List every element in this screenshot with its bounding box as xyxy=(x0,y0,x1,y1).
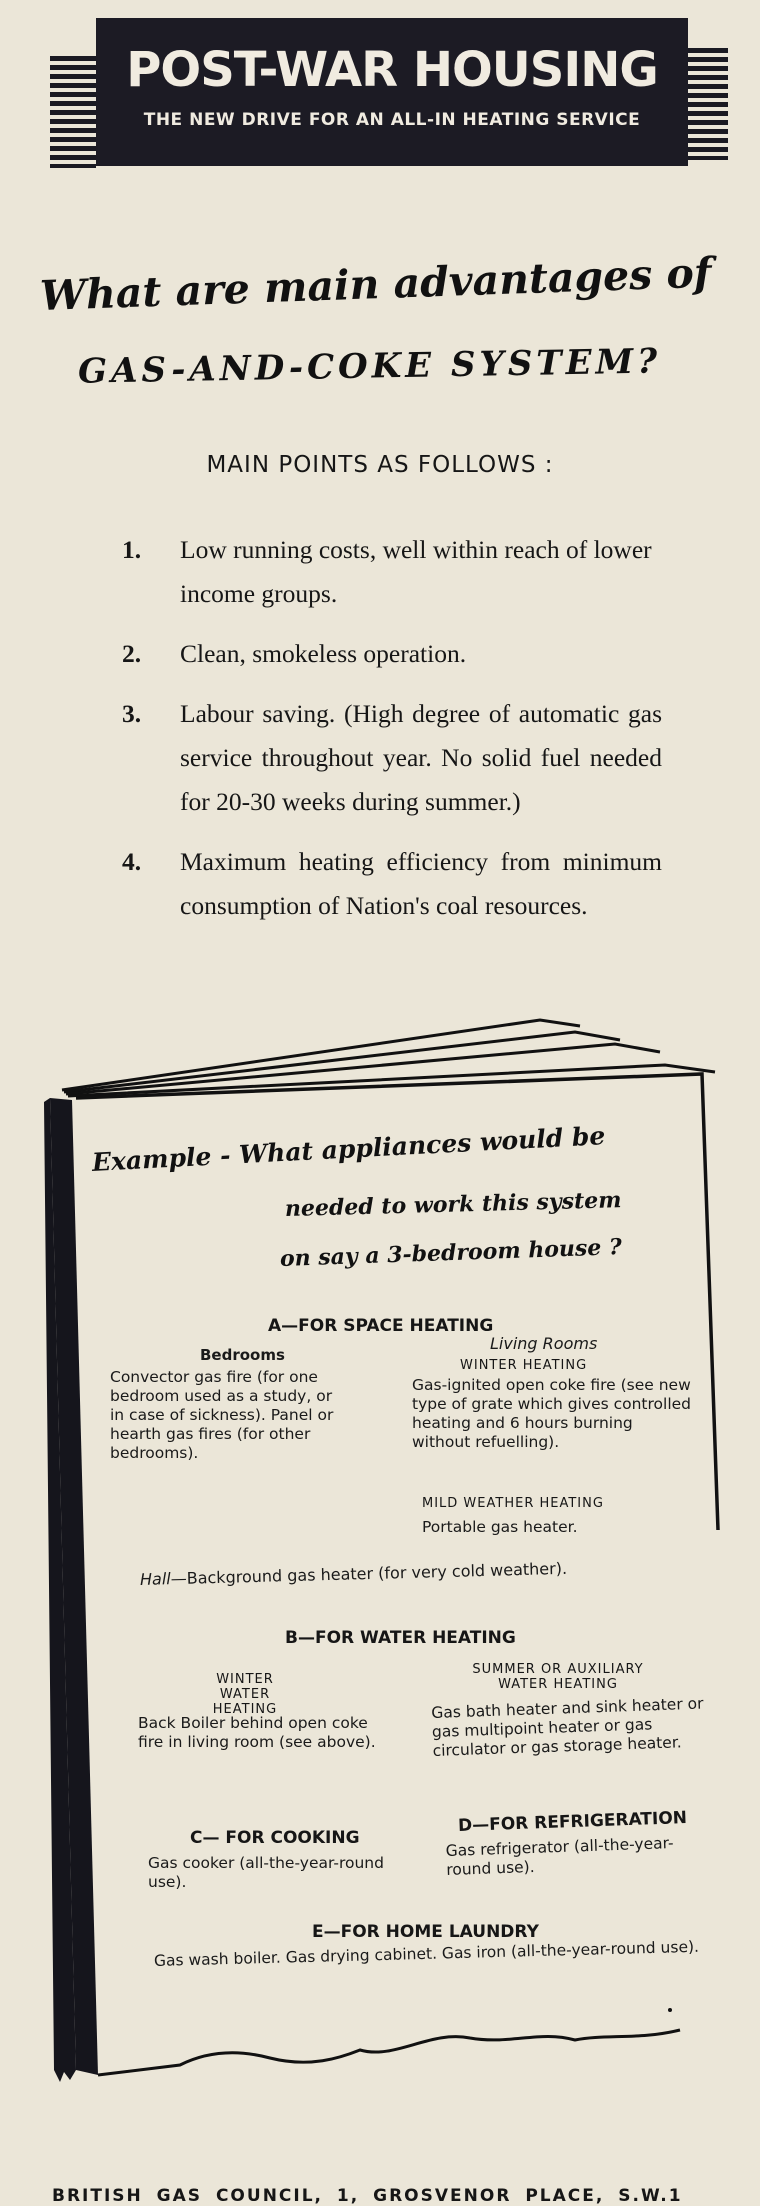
bedrooms-text: Convector gas fire (for one bedroom used as a study, or in case of sickness). Panel or hearth gas fires (for other bedrooms). xyxy=(110,1368,334,1462)
point-number: 4. xyxy=(122,847,142,876)
example-line-2: needed to work this system xyxy=(284,1187,622,1222)
winter-heating-text: Gas-ignited open coke fire (see new type of grate which gives controlled heating and 6 hours burning without refuelling). xyxy=(412,1376,692,1451)
point-text: Clean, smokeless operation. xyxy=(180,639,467,668)
cooking-text: Gas cooker (all-the-year-round use). xyxy=(148,1854,384,1891)
summer-water-label: SUMMER OR AUXILIARY WATER HEATING xyxy=(472,1662,644,1692)
home-laundry-heading: E—FOR HOME LAUNDRY xyxy=(312,1922,539,1942)
banner-subtitle: THE NEW DRIVE FOR AN ALL-IN HEATING SERVICE xyxy=(143,110,641,130)
headline-line-2: GAS-AND-COKE SYSTEM? xyxy=(77,341,662,392)
winter-water-text: Back Boiler behind open coke fire in living room (see above). xyxy=(138,1714,376,1751)
booklet-illustration xyxy=(40,1010,730,2095)
mild-weather-text: Portable gas heater. xyxy=(422,1518,578,1536)
list-item xyxy=(122,692,662,824)
home-laundry-text: Gas wash boiler. Gas drying cabinet. Gas iron (all-the-year-round use). xyxy=(153,1937,700,1970)
points-list xyxy=(122,528,662,944)
winter-heating-label: WINTER HEATING xyxy=(460,1358,588,1373)
title-banner xyxy=(96,18,688,166)
ribbon-left-decoration xyxy=(50,56,96,168)
living-rooms-label: Living Rooms xyxy=(490,1334,598,1353)
bedrooms-label: Bedrooms xyxy=(200,1346,285,1364)
refrigeration-heading: D—FOR REFRIGERATION xyxy=(457,1808,688,1836)
list-item xyxy=(122,528,662,616)
point-text: Low running costs, well within reach of lower income groups. xyxy=(180,535,652,608)
space-heating-heading: A—FOR SPACE HEATING xyxy=(268,1316,494,1336)
mild-weather-label: MILD WEATHER HEATING xyxy=(422,1496,604,1511)
refrigeration-text: Gas refrigerator (all-the-year-round use). xyxy=(445,1834,674,1879)
list-item xyxy=(122,632,662,676)
water-heating-heading: B—FOR WATER HEATING xyxy=(285,1628,516,1648)
point-text: Maximum heating efficiency from minimum consumption of Nation's coal resources. xyxy=(180,847,662,920)
point-text: Labour saving. (High degree of automatic gas service throughout year. No solid fuel needed for 20-30 weeks during summer.) xyxy=(180,699,662,816)
hall-description: —Background gas heater (for very cold weather). xyxy=(170,1558,568,1589)
hall-label: Hall xyxy=(139,1569,171,1589)
winter-water-label: WINTER WATER HEATING xyxy=(212,1672,278,1717)
example-line-1: Example - What appliances would be xyxy=(91,1121,606,1177)
header-banner xyxy=(50,18,728,188)
footer-address: BRITISH GAS COUNCIL, 1, GROSVENOR PLACE, S.W.1 xyxy=(52,2186,683,2206)
cooking-heading: C— FOR COOKING xyxy=(190,1828,360,1848)
headline xyxy=(39,248,730,392)
banner-title: POST-WAR HOUSING xyxy=(126,42,658,98)
main-points-heading: MAIN POINTS AS FOLLOWS : xyxy=(206,452,554,478)
ribbon-right-decoration xyxy=(682,48,728,160)
point-number: 2. xyxy=(122,639,142,668)
point-number: 1. xyxy=(122,535,142,564)
example-line-3: on say a 3-bedroom house ? xyxy=(279,1234,623,1272)
headline-line-1: What are main advantages of xyxy=(39,248,713,320)
summer-water-text: Gas bath heater and sink heater or gas multipoint heater or gas circulator or gas storage heater. xyxy=(431,1694,704,1760)
point-number: 3. xyxy=(122,699,142,728)
list-item xyxy=(122,840,662,928)
